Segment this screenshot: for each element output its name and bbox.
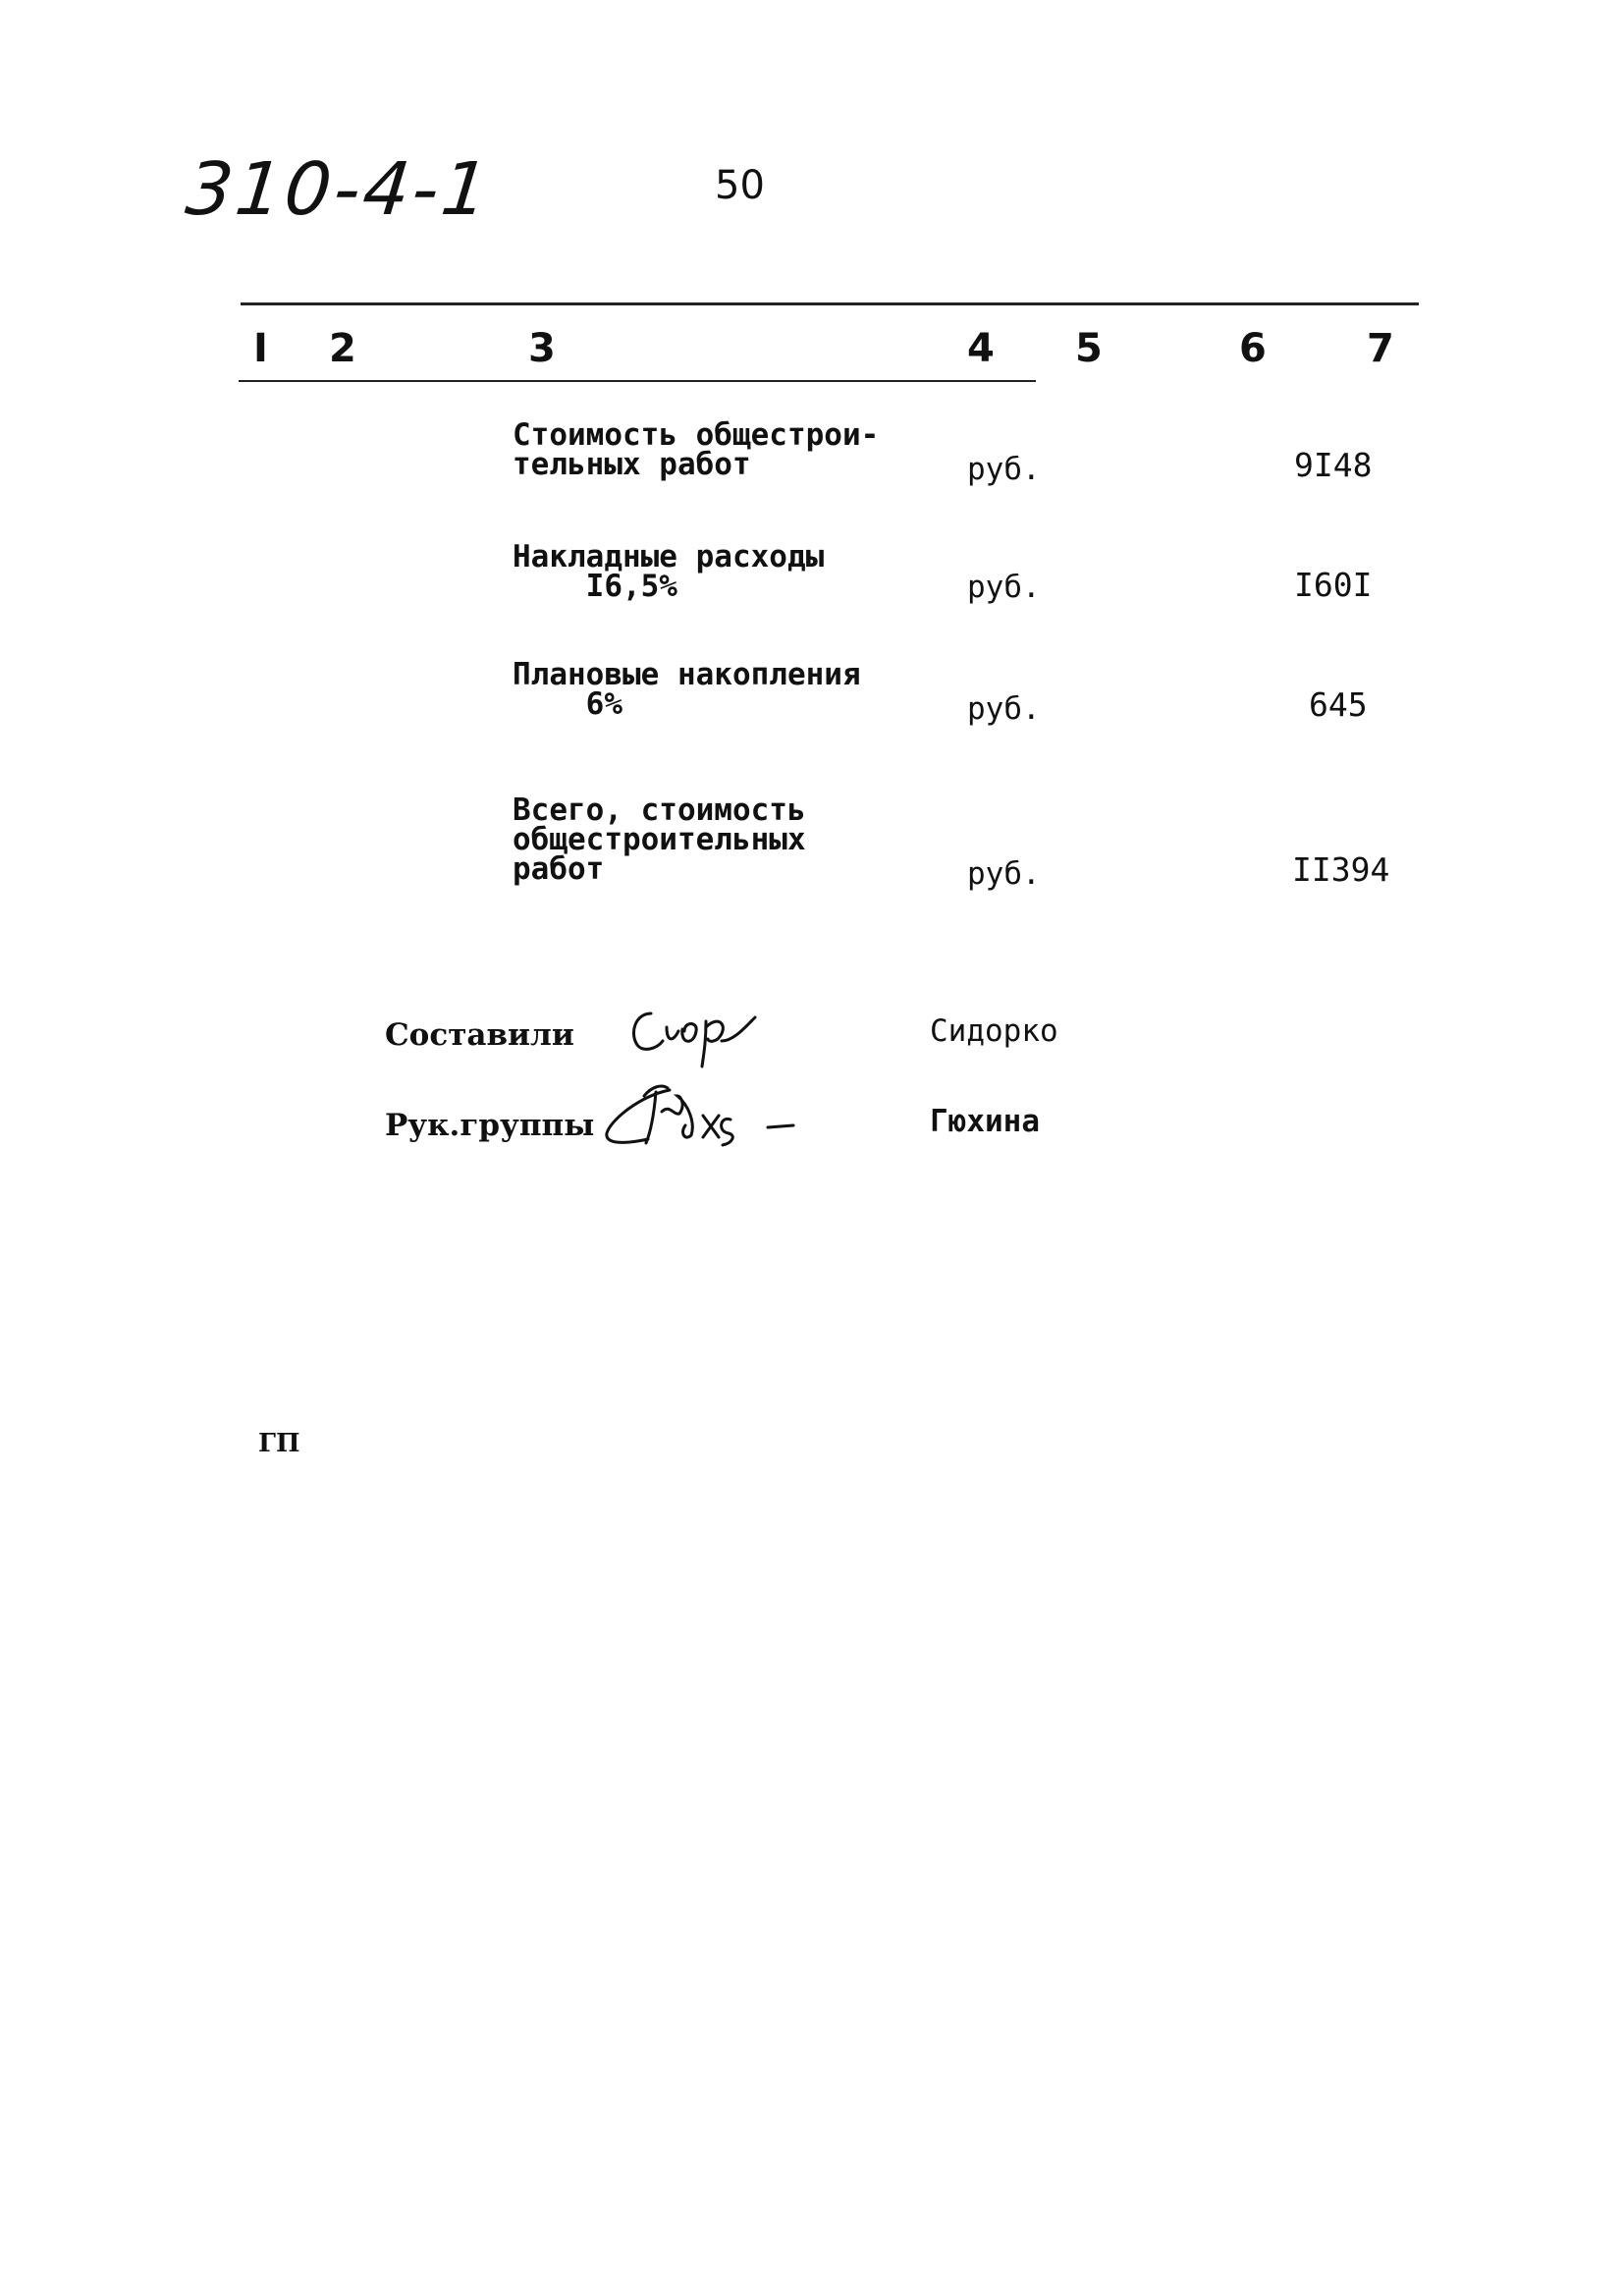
description-line: Накладные расходы <box>513 539 825 574</box>
row-unit: руб. <box>967 691 1041 727</box>
row-description <box>513 793 806 887</box>
table-header-bottom-rule <box>239 380 1036 382</box>
description-line: Плановые накопления <box>513 657 861 692</box>
description-line: 6% <box>513 686 622 722</box>
description-line: работ <box>513 851 605 887</box>
row-value: 9I48 <box>1294 446 1373 484</box>
row-value: II394 <box>1292 850 1390 889</box>
column-header-5: 5 <box>1075 326 1103 371</box>
row-description <box>513 417 880 482</box>
row-description <box>513 657 861 722</box>
row-unit: руб. <box>967 452 1041 487</box>
description-line: Стоимость общестрои- <box>513 417 880 453</box>
description-line: общестроительных <box>513 822 806 857</box>
table-top-rule <box>241 302 1419 305</box>
handwritten-signature <box>623 992 761 1070</box>
description-line: Всего, стоимость <box>513 793 806 828</box>
row-value: I60I <box>1294 566 1373 604</box>
description-line: тельных работ <box>513 447 751 482</box>
column-header-6: 6 <box>1239 326 1267 371</box>
page-number: 50 <box>715 163 765 208</box>
row-value: 645 <box>1309 685 1368 724</box>
document-code: 310-4-1 <box>182 147 496 232</box>
column-header-2: 2 <box>329 326 356 371</box>
signatory-name: Гюхина <box>930 1104 1040 1139</box>
description-line: I6,5% <box>513 569 677 604</box>
column-header-1: I <box>253 326 268 371</box>
row-description <box>513 539 825 604</box>
column-header-7: 7 <box>1367 326 1394 371</box>
row-unit: руб. <box>967 570 1041 605</box>
handwritten-signature <box>601 1076 856 1155</box>
row-unit: руб. <box>967 856 1041 892</box>
signature-role: Рук.группы <box>385 1108 595 1143</box>
footer-mark: ГП <box>258 1429 300 1458</box>
column-header-4: 4 <box>967 326 995 371</box>
signature-role: Составили <box>385 1017 574 1053</box>
column-header-3: 3 <box>528 326 556 371</box>
signatory-name: Сидорко <box>930 1013 1058 1049</box>
